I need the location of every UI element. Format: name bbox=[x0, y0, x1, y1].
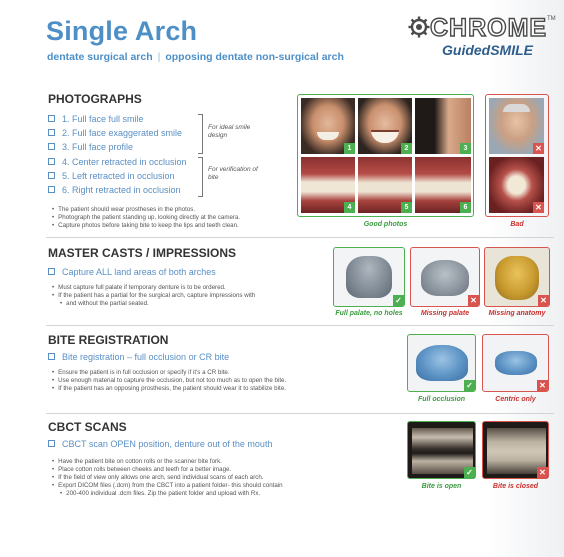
cbct-notes bbox=[52, 458, 283, 498]
cbct-bite-closed bbox=[482, 421, 549, 479]
check-icon: ✓ bbox=[464, 467, 475, 478]
photo-number: 4 bbox=[344, 202, 355, 213]
checklist-item-photo-5[interactable]: 5. Left retracted in occlusion bbox=[48, 169, 175, 182]
caption-centric-only: Centric only bbox=[495, 396, 536, 403]
close-icon: ✕ bbox=[537, 467, 548, 478]
checkbox[interactable] bbox=[48, 353, 55, 360]
bracket-smile-design bbox=[198, 114, 203, 154]
list-item: • The patient should wear prostheses in the photos. bbox=[52, 206, 240, 214]
photo-center-retracted bbox=[301, 157, 355, 213]
photo-exaggerated-smile bbox=[358, 98, 412, 154]
checklist-item-casts[interactable]: Capture ALL land areas of both arches bbox=[48, 265, 216, 278]
checklist-item-bite[interactable]: Bite registration – full occlusion or CR bite bbox=[48, 350, 229, 363]
checkbox[interactable] bbox=[48, 440, 55, 447]
bite-full-occlusion bbox=[407, 334, 476, 392]
checkbox[interactable] bbox=[48, 115, 55, 122]
photo-number: 5 bbox=[401, 202, 412, 213]
logo-guidedsmile-text: GuidedSMILE bbox=[442, 42, 533, 58]
photo-number: 1 bbox=[344, 143, 355, 154]
cast-missing-palate bbox=[410, 247, 480, 307]
close-icon: ✕ bbox=[538, 295, 549, 306]
section-divider bbox=[46, 413, 554, 414]
caption-missing-palate: Missing palate bbox=[420, 310, 470, 317]
caption-missing-anatomy: Missing anatomy bbox=[488, 310, 546, 317]
caption-bad-photos: Bad bbox=[510, 221, 524, 228]
photo-number: 2 bbox=[401, 143, 412, 154]
caption-good-photos: Good photos bbox=[363, 221, 408, 228]
checkbox[interactable] bbox=[48, 172, 55, 179]
photo-full-smile bbox=[301, 98, 355, 154]
list-item: • Place cotton rolls between cheeks and teeth for a better image. bbox=[52, 466, 283, 474]
subtitle-opposing: opposing dentate non-surgical arch bbox=[165, 51, 344, 63]
close-icon: ✕ bbox=[533, 143, 544, 154]
caption-bite-open: Bite is open bbox=[421, 483, 462, 490]
caption-full-palate: Full palate, no holes bbox=[335, 310, 403, 317]
checklist-item-photo-2[interactable]: 2. Full face exaggerated smile bbox=[48, 126, 182, 139]
section-title-bite-registration: BITE REGISTRATION bbox=[48, 333, 169, 347]
section-divider bbox=[46, 237, 554, 238]
logo-trademark: TM bbox=[547, 16, 556, 22]
caption-bite-closed: Bite is closed bbox=[492, 483, 539, 490]
section-divider bbox=[46, 325, 554, 326]
brand-logo bbox=[408, 14, 558, 64]
list-item: • Capture photos before taking bite to keep the lips and teeth clean. bbox=[52, 222, 240, 230]
photographs-notes bbox=[52, 206, 240, 230]
checkbox[interactable] bbox=[48, 268, 55, 275]
photo-right-retracted bbox=[415, 157, 471, 213]
cast-missing-anatomy bbox=[484, 247, 550, 307]
logo-chrome-text: CHROME bbox=[430, 14, 548, 42]
bite-notes bbox=[52, 369, 286, 393]
checkbox[interactable] bbox=[48, 143, 55, 150]
bracket-label-bite-verification: For verification of bite bbox=[208, 166, 258, 181]
good-photos-frame bbox=[297, 94, 474, 217]
list-item: • Have the patient bite on cotton rolls or the scanner bite fork. bbox=[52, 458, 283, 466]
list-item: • and without the partial seated. bbox=[52, 300, 255, 308]
bracket-bite-verification bbox=[198, 157, 203, 197]
section-title-photographs: PHOTOGRAPHS bbox=[48, 92, 142, 106]
check-icon: ✓ bbox=[464, 380, 475, 391]
cbct-bite-open bbox=[407, 421, 476, 479]
section-title-cbct: CBCT SCANS bbox=[48, 420, 127, 434]
list-item: • Export DICOM files (.dcm) from the CBCT into a patient folder- this should contain bbox=[52, 482, 283, 490]
list-item: • Ensure the patient is in full occlusion or specify if it's a CR bite. bbox=[52, 369, 286, 377]
list-item: • Must capture full palate if temporary denture is to be ordered. bbox=[52, 284, 255, 292]
checkbox[interactable] bbox=[48, 129, 55, 136]
list-item: • Use enough material to capture the occlusion, but not too much as to open the bite. bbox=[52, 377, 286, 385]
checkbox[interactable] bbox=[48, 186, 55, 193]
photo-number: 3 bbox=[460, 143, 471, 154]
list-item: • 200-400 individual .dcm files. Zip the patient folder and upload with Rx. bbox=[52, 490, 283, 498]
photo-bad-face bbox=[489, 98, 544, 154]
cast-full-palate bbox=[333, 247, 405, 307]
photo-bad-mouth bbox=[489, 157, 544, 213]
list-item: • If the field of view only allows one arch, send individual scans of each arch. bbox=[52, 474, 283, 482]
bad-photos-frame bbox=[485, 94, 549, 217]
checklist-item-photo-4[interactable]: 4. Center retracted in occlusion bbox=[48, 155, 187, 168]
photo-profile bbox=[415, 98, 471, 154]
photo-left-retracted bbox=[358, 157, 412, 213]
gear-icon bbox=[408, 16, 430, 38]
bracket-label-smile-design: For ideal smile design bbox=[208, 124, 251, 139]
list-item: • Photograph the patient standing up, looking directly at the camera. bbox=[52, 214, 240, 222]
page-title: Single Arch bbox=[46, 16, 198, 46]
checklist-item-photo-1[interactable]: 1. Full face full smile bbox=[48, 112, 144, 125]
close-icon: ✕ bbox=[468, 295, 479, 306]
close-icon: ✕ bbox=[537, 380, 548, 391]
bite-centric-only bbox=[482, 334, 549, 392]
casts-notes bbox=[52, 284, 255, 308]
checkbox[interactable] bbox=[48, 158, 55, 165]
caption-full-occlusion: Full occlusion bbox=[417, 396, 466, 403]
close-icon: ✕ bbox=[533, 202, 544, 213]
photo-number: 6 bbox=[460, 202, 471, 213]
subtitle-surgical: dentate surgical arch bbox=[47, 51, 153, 63]
checklist-item-cbct[interactable]: CBCT scan OPEN position, denture out of the mouth bbox=[48, 437, 272, 450]
list-item: • If the patient has a partial for the surgical arch, capture impressions with bbox=[52, 292, 255, 300]
page-subtitle bbox=[47, 51, 344, 63]
checklist-item-photo-6[interactable]: 6. Right retracted in occlusion bbox=[48, 183, 181, 196]
subtitle-separator: | bbox=[157, 51, 161, 63]
list-item: • If the patient has an opposing prosthesis, the patient should wear it to stabilize bite. bbox=[52, 385, 286, 393]
checklist-item-photo-3[interactable]: 3. Full face profile bbox=[48, 140, 133, 153]
section-title-master-casts: MASTER CASTS / IMPRESSIONS bbox=[48, 246, 237, 260]
check-icon: ✓ bbox=[393, 295, 404, 306]
